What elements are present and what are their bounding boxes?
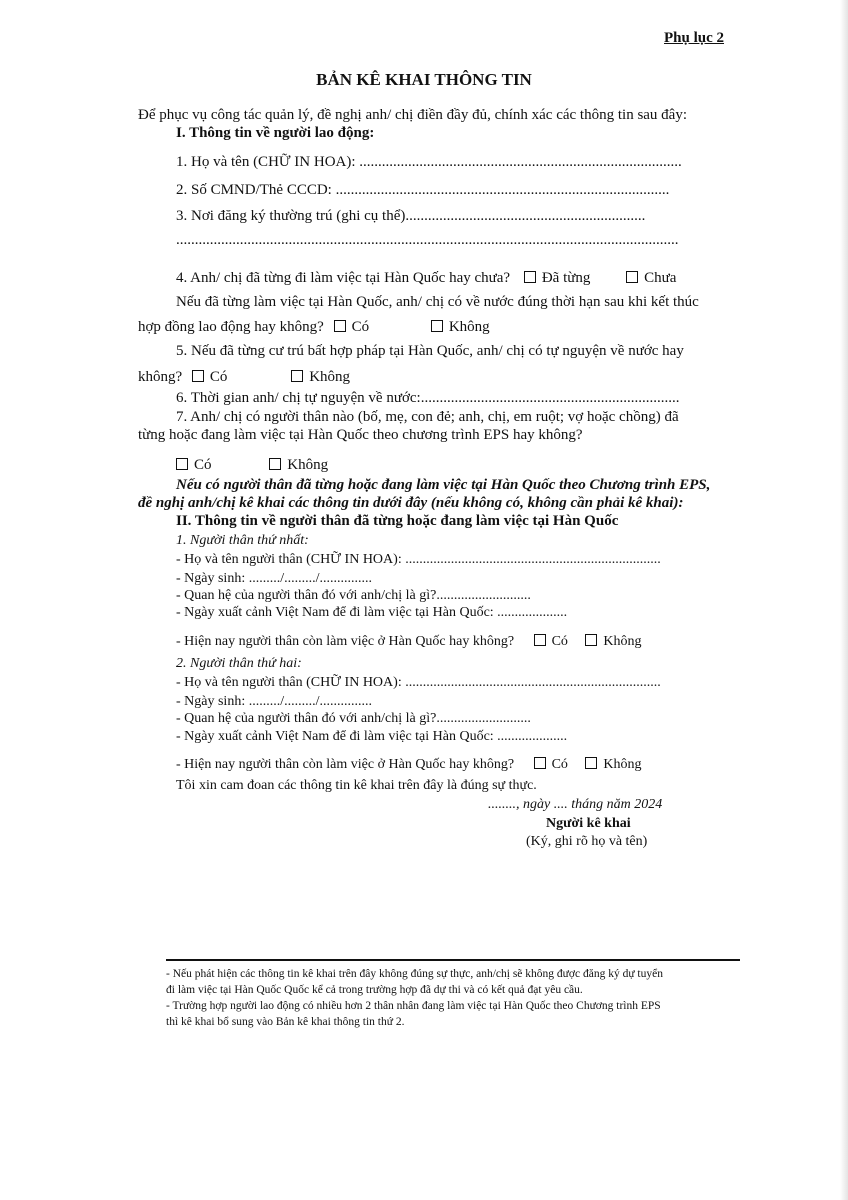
checkbox-icon[interactable] — [626, 271, 638, 283]
relative-1-option-no[interactable]: Không — [585, 634, 641, 650]
q4-question — [176, 270, 676, 287]
q7-option-yes[interactable]: Có — [176, 457, 212, 474]
q4-follow-question: hợp đồng lao động hay không? Có Không — [138, 319, 490, 335]
checkbox-icon[interactable] — [585, 757, 597, 769]
q4-option-yes[interactable]: Đã từng — [524, 270, 591, 287]
checkbox-icon[interactable] — [176, 458, 188, 470]
q4-option-no[interactable]: Chưa — [626, 270, 676, 287]
checkbox-icon[interactable] — [534, 634, 546, 646]
relative-2-name[interactable]: - Họ và tên người thân (CHỮ IN HOA): ......................................................................... — [176, 675, 661, 690]
relative-2-dob[interactable]: - Ngày sinh: ........./........./............... — [176, 694, 372, 709]
relative-1-relation[interactable]: - Quan hệ của người thân đó với anh/chị là gì?........................... — [176, 588, 531, 603]
footnote-1-cont: đi làm việc tại Hàn Quốc Quốc kể cả trong trường hợp đã dự thi và có kết quả đạt yêu cầu. — [166, 984, 583, 996]
q7-text: 7. Anh/ chị có người thân nào (bố, mẹ, con đẻ; anh, chị, em ruột; vợ hoặc chồng) đã — [176, 409, 679, 425]
section-1-heading: I. Thông tin về người lao động: — [176, 125, 375, 141]
conditional-note-line-2: đề nghị anh/chị kê khai các thông tin dưới đây (nếu không có, không cần phải kê khai): — [138, 495, 684, 511]
footnote-2: - Trường hợp người lao động có nhiều hơn 2 thân nhân đang làm việc tại Hàn Quốc theo Chương trình EPS — [166, 1000, 661, 1012]
conditional-note-line-1: Nếu có người thân đã từng hoặc đang làm việc tại Hàn Quốc theo Chương trình EPS, — [176, 477, 711, 493]
relative-1-still-working: - Hiện nay người thân còn làm việc ở Hàn Quốc hay không? Có Không — [176, 634, 642, 649]
appendix-label: Phụ lục 2 — [664, 30, 725, 46]
q2-id-number[interactable]: 2. Số CMND/Thẻ CCCD: ......................................................................................... — [176, 182, 670, 198]
checkbox-icon[interactable] — [334, 320, 346, 332]
signature-date[interactable]: ........, ngày .... tháng năm 2024 — [488, 797, 663, 812]
checkbox-icon[interactable] — [192, 370, 204, 382]
relative-1-name[interactable]: - Họ và tên người thân (CHỮ IN HOA): ......................................................................... — [176, 552, 661, 567]
q4-follow-text: Nếu đã từng làm việc tại Hàn Quốc, anh/ chị có về nước đúng thời hạn sau khi kết thúc — [176, 294, 699, 310]
footnote-2-cont: thì kê khai bổ sung vào Bản kê khai thông tin thứ 2. — [166, 1016, 405, 1028]
q7-option-no[interactable]: Không — [269, 457, 328, 474]
q5-text: 5. Nếu đã từng cư trú bất hợp pháp tại Hàn Quốc, anh/ chị có tự nguyện về nước hay — [176, 343, 684, 359]
relative-1-option-yes[interactable]: Có — [534, 634, 568, 650]
relative-2-still-working: - Hiện nay người thân còn làm việc ở Hàn Quốc hay không? Có Không — [176, 757, 642, 772]
signature-instruction: (Ký, ghi rõ họ và tên) — [526, 834, 648, 849]
footnote-1: - Nếu phát hiện các thông tin kê khai trên đây không đúng sự thực, anh/chị sẽ không được đăng ký dự tuyển — [166, 968, 663, 980]
page-title: BẢN KÊ KHAI THÔNG TIN — [316, 70, 532, 89]
q3-residence[interactable]: 3. Nơi đăng ký thường trú (ghi cụ thể)................................................................ — [176, 208, 646, 224]
q1-full-name[interactable]: 1. Họ và tên (CHỮ IN HOA): ...................................................................................... — [176, 154, 682, 170]
section-2-heading: II. Thông tin về người thân đã từng hoặc đang làm việc tại Hàn Quốc — [176, 513, 619, 529]
checkbox-icon[interactable] — [524, 271, 536, 283]
q5-option-no[interactable]: Không — [291, 369, 350, 386]
relative-1-dob[interactable]: - Ngày sinh: ........./........./............... — [176, 571, 372, 586]
footnote-divider — [166, 959, 740, 961]
relative-2-option-no[interactable]: Không — [585, 757, 641, 773]
intro-text: Để phục vụ công tác quản lý, đề nghị anh/ chị điền đầy đủ, chính xác các thông tin sau đây: — [138, 107, 688, 123]
scan-edge-shadow — [840, 0, 848, 1200]
q3-residence-line[interactable]: ...................................................................................................................................... — [176, 232, 679, 248]
checkbox-icon[interactable] — [269, 458, 281, 470]
relative-1-exit-date[interactable]: - Ngày xuất cảnh Việt Nam để đi làm việc tại Hàn Quốc: .................... — [176, 605, 568, 620]
relative-1-label: 1. Người thân thứ nhất: — [176, 533, 309, 548]
q7-options — [176, 457, 328, 474]
q6-return-time[interactable]: 6. Thời gian anh/ chị tự nguyện về nước:..................................................................... — [176, 390, 680, 406]
checkbox-icon[interactable] — [534, 757, 546, 769]
commitment-text: Tôi xin cam đoan các thông tin kê khai trên đây là đúng sự thực. — [176, 778, 537, 793]
relative-2-exit-date[interactable]: - Ngày xuất cảnh Việt Nam để đi làm việc tại Hàn Quốc: .................... — [176, 729, 568, 744]
relative-2-option-yes[interactable]: Có — [534, 757, 568, 773]
q4-follow-option-no[interactable]: Không — [431, 319, 490, 336]
q4-text: 4. Anh/ chị đã từng đi làm việc tại Hàn Quốc hay chưa? — [176, 270, 511, 286]
q5-option-yes[interactable]: Có — [192, 369, 228, 386]
checkbox-icon[interactable] — [585, 634, 597, 646]
checkbox-icon[interactable] — [291, 370, 303, 382]
q7-text-cont: từng hoặc đang làm việc tại Hàn Quốc theo chương trình EPS hay không? — [138, 427, 583, 443]
checkbox-icon[interactable] — [431, 320, 443, 332]
relative-2-relation[interactable]: - Quan hệ của người thân đó với anh/chị là gì?........................... — [176, 711, 531, 726]
signature-role: Người kê khai — [546, 816, 631, 831]
q4-follow-option-yes[interactable]: Có — [334, 319, 370, 336]
q5-question: không? Có Không — [138, 369, 351, 385]
relative-2-label: 2. Người thân thứ hai: — [176, 656, 302, 671]
